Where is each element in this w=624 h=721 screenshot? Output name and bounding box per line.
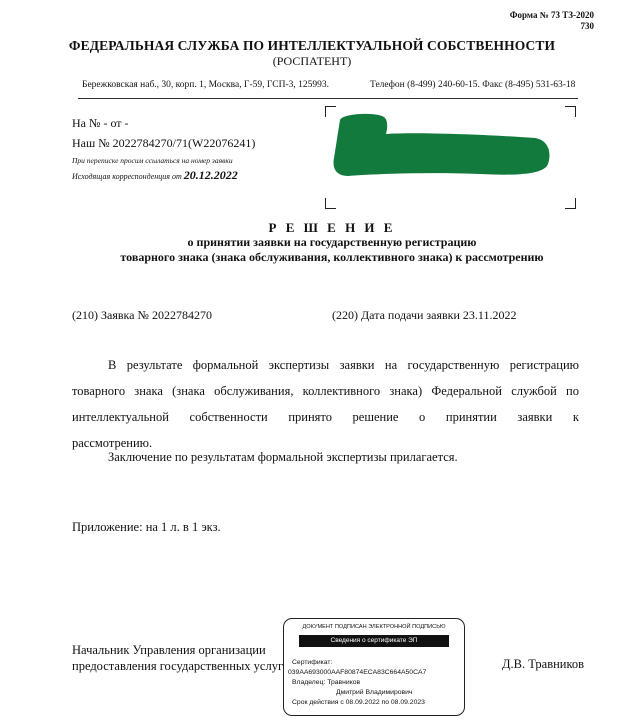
redaction-shape (334, 114, 550, 176)
paragraph-line: В результате формальной экспертизы заявки на государственную регистрацию (108, 358, 579, 372)
outgoing-correspondence (72, 168, 238, 183)
attachment-note: Приложение: на 1 л. в 1 экз. (72, 520, 221, 534)
reference-note: При переписке просим ссылаться на номер заявки (72, 156, 233, 165)
address-frame-corner-bl (325, 198, 336, 209)
our-reference: Наш № 2022784270/71(W22076241) (72, 136, 256, 150)
decision-title: Р Е Ш Е Н И Е (268, 220, 396, 235)
signatory-position: Начальник Управления организации предоставления государственных услуг (72, 643, 284, 673)
application-number: (210) Заявка № 2022784270 (72, 308, 212, 322)
electronic-signature-stamp (283, 618, 465, 716)
stamp-owner-name: Дмитрий Владимирович (336, 689, 413, 696)
paragraph-line: товарного знака (знака обслуживания, коллективного знака) Федеральной службой по (72, 384, 579, 398)
your-reference: На № - от - (72, 116, 129, 130)
filing-date: (220) Дата подачи заявки 23.11.2022 (332, 308, 517, 322)
stamp-certificate-bar: Сведения о сертификате ЭП (299, 635, 449, 647)
stamp-header: ДОКУМЕНТ ПОДПИСАН ЭЛЕКТРОННОЙ ПОДПИСЬЮ (302, 624, 446, 630)
address-frame-corner-br (565, 198, 576, 209)
outgoing-date: 20.12.2022 (183, 168, 238, 182)
conclusion-paragraph: Заключение по результатам формальной экспертизы прилагается. (108, 450, 458, 464)
address: Бережковская наб., 30, корп. 1, Москва, Г-59, ГСП-3, 125993. (82, 80, 330, 90)
stamp-validity: Срок действия с 08.09.2022 по 08.09.2023 (292, 699, 425, 706)
stamp-cert-id: 039AA693000AAF80874ECA83C664A50CA7 (288, 669, 427, 676)
paragraph-line: рассмотрению. (72, 436, 153, 450)
address-frame-corner-tr (565, 106, 576, 117)
header-divider (78, 98, 578, 99)
decision-subtitle-2: товарного знака (знака обслуживания, коллективного знака) к рассмотрению (120, 250, 544, 264)
redaction-mark (330, 112, 552, 180)
form-number-text: Форма № 73 ТЗ-2020 (509, 10, 594, 20)
form-number (510, 10, 594, 32)
paragraph-line: интеллектуальной собственности принято решение о принятии заявки к (72, 410, 579, 424)
form-code: 730 (580, 21, 594, 31)
decision-paragraph (72, 352, 579, 456)
outgoing-label: Исходящая корреспонденция от (72, 172, 182, 181)
agency-short: (РОСПАТЕНТ) (272, 54, 352, 68)
stamp-owner: Владелец: Травников (292, 679, 361, 686)
decision-subtitle-1: о принятии заявки на государственную регистрацию (187, 235, 477, 249)
signatory-name: Д.В. Травников (502, 657, 585, 671)
phone-fax: Телефон (8-499) 240-60-15. Факс (8-495) 531-63-18 (370, 80, 576, 90)
stamp-cert-label: Сертификат: (292, 659, 333, 666)
agency-name: ФЕДЕРАЛЬНАЯ СЛУЖБА ПО ИНТЕЛЛЕКТУАЛЬНОЙ СОБСТВЕННОСТИ (68, 38, 556, 53)
